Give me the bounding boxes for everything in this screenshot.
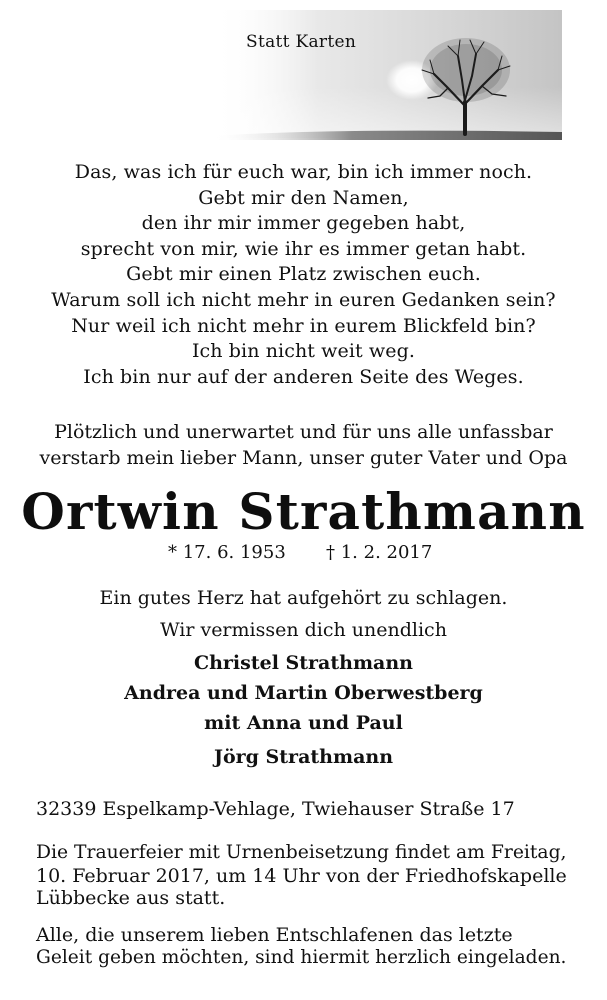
family-mourners bbox=[0, 646, 607, 774]
birth-date: * 17. 6. 1953 bbox=[168, 542, 286, 563]
poem-line: sprecht von mir, wie ihr es immer getan habt. bbox=[80, 237, 527, 260]
mourner-name: Jörg Strathmann bbox=[213, 746, 394, 768]
poem-line: Nur weil ich nicht mehr in eurem Blickfeld bin? bbox=[71, 314, 536, 337]
mourner-name: Christel Strathmann bbox=[193, 652, 413, 674]
invitation-line: Alle, die unserem lieben Entschlafenen das letzte bbox=[36, 924, 513, 946]
poem-line: den ihr mir immer gegeben habt, bbox=[141, 212, 466, 235]
mourner-name: Andrea und Martin Oberwestberg bbox=[124, 682, 483, 704]
poem-line: Warum soll ich nicht mehr in euren Gedanken sein? bbox=[51, 288, 556, 311]
funeral-details bbox=[36, 842, 572, 910]
tree-landscape-image bbox=[212, 10, 562, 140]
poem-line: Das, was ich für euch war, bin ich immer noch. bbox=[74, 161, 533, 183]
poem-line: Ich bin nur auf der anderen Seite des Weges. bbox=[83, 365, 524, 388]
funeral-invitation bbox=[36, 924, 572, 969]
invitation-line: Geleit geben möchten, sind hiermit herzlich eingeladen. bbox=[36, 946, 567, 968]
funeral-line: 10. Februar 2017, um 14 Uhr von der Friedhofskapelle bbox=[36, 864, 567, 887]
announcement-intro bbox=[0, 420, 607, 471]
poem-line: Gebt mir einen Platz zwischen euch. bbox=[126, 263, 481, 286]
deceased-name: Ortwin Strathmann bbox=[21, 482, 586, 541]
funeral-line: Die Trauerfeier mit Urnenbeisetzung findet am Freitag, bbox=[36, 842, 567, 863]
mourner-name: mit Anna und Paul bbox=[204, 712, 403, 734]
header-title: Statt Karten bbox=[246, 32, 357, 52]
family-address: 32339 Espelkamp-Vehlage, Twiehauser Straße 17 bbox=[36, 798, 515, 820]
mourning-line: Wir vermissen dich unendlich bbox=[160, 619, 447, 641]
intro-line: Plötzlich und unerwartet und für uns alle unfassbar bbox=[54, 421, 553, 443]
funeral-line: Lübbecke aus statt. bbox=[36, 887, 226, 909]
death-date: † 1. 2. 2017 bbox=[326, 542, 433, 563]
mourning-line: Ein gutes Herz hat aufgehört zu schlagen. bbox=[99, 587, 508, 609]
poem-line: Gebt mir den Namen, bbox=[198, 186, 409, 209]
poem bbox=[0, 160, 607, 390]
intro-line: verstarb mein lieber Mann, unser guter Vater und Opa bbox=[39, 446, 568, 469]
mourning-text bbox=[0, 582, 607, 646]
poem-line: Ich bin nicht weit weg. bbox=[191, 340, 416, 363]
